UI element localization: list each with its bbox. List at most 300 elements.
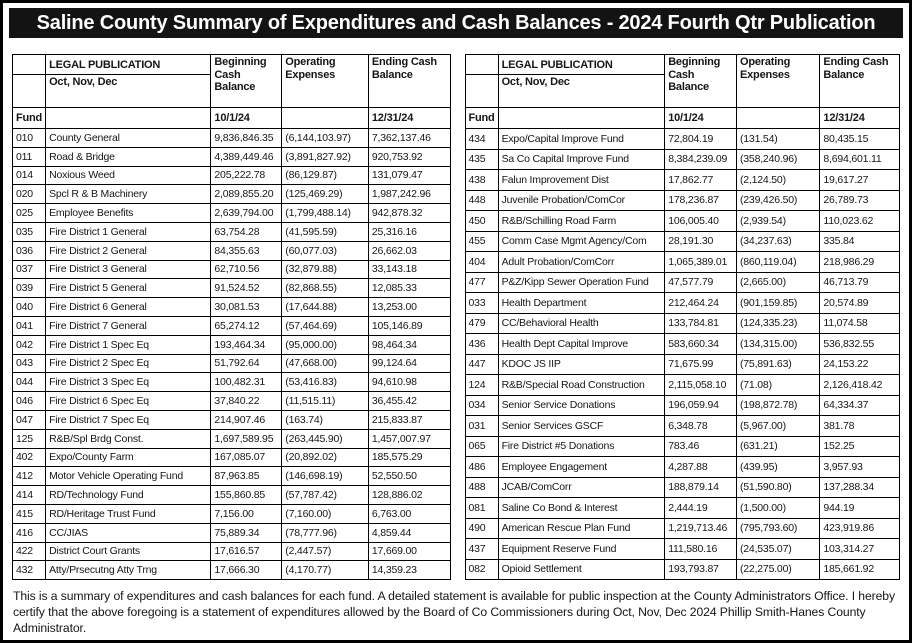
fund-name-cell: Fire District 6 General <box>46 298 211 317</box>
operating-expenses-cell: (198,872.78) <box>737 395 820 416</box>
beginning-balance-cell: 167,085.07 <box>211 448 282 467</box>
beginning-balance-cell: 51,792.64 <box>211 354 282 373</box>
ending-balance-cell: 128,886.02 <box>368 486 450 505</box>
fund-code-cell: 036 <box>13 241 46 260</box>
operating-expenses-cell: (20,892.02) <box>282 448 369 467</box>
beginning-balance-cell: 1,065,389.01 <box>665 252 737 273</box>
beginning-balance-cell: 17,666.30 <box>211 561 282 580</box>
table-row <box>13 335 451 354</box>
empty-cell <box>282 108 369 129</box>
table-row <box>13 354 451 373</box>
fund-code-cell: 412 <box>13 467 46 486</box>
table-row <box>13 373 451 392</box>
table-row <box>465 231 900 252</box>
beginning-balance-cell: 583,660.34 <box>665 334 737 355</box>
fund-code-cell: 033 <box>465 293 498 314</box>
fund-code-cell: 046 <box>13 392 46 411</box>
col-header-legal-publication: LEGAL PUBLICATION <box>498 55 665 75</box>
fund-name-cell: R&B/Schilling Road Farm <box>498 211 665 232</box>
table-row <box>465 129 900 150</box>
fund-rows-left <box>13 129 451 580</box>
operating-expenses-cell: (6,144,103.97) <box>282 129 369 148</box>
operating-expenses-cell: (795,793.60) <box>737 518 820 539</box>
fund-name-cell: Sa Co Capital Improve Fund <box>498 149 665 170</box>
beginning-balance-cell: 106,005.40 <box>665 211 737 232</box>
table-row <box>13 185 451 204</box>
beginning-balance-cell: 30,081.53 <box>211 298 282 317</box>
operating-expenses-cell: (2,939.54) <box>737 211 820 232</box>
beginning-balance-cell: 2,444.19 <box>665 498 737 519</box>
fund-code-cell: 043 <box>13 354 46 373</box>
fund-code-cell: 041 <box>13 316 46 335</box>
ending-balance-cell: 20,574.89 <box>820 293 900 314</box>
fund-code-cell: 082 <box>465 559 498 580</box>
fund-name-cell: R&B/Special Road Construction <box>498 375 665 396</box>
ending-balance-cell: 1,987,242.96 <box>368 185 450 204</box>
ending-balance-cell: 3,957.93 <box>820 457 900 478</box>
table-row <box>465 559 900 580</box>
certification-text: This is a summary of expenditures and cash balances for each fund. A detailed statement is available for public inspection at the County Administrators Office. I hereby certify that the above foregoing is a statement of expenditures allowed by the Board of Co Commissioners during Oct, Nov, Dec 2024 Phillip Smith-Hanes County Administrator. <box>13 589 895 636</box>
table-row <box>13 410 451 429</box>
title-banner <box>9 8 903 38</box>
table-row <box>465 334 900 355</box>
fund-name-cell: Fire District 1 Spec Eq <box>46 335 211 354</box>
beginning-balance-cell: 133,784.81 <box>665 313 737 334</box>
fund-code-cell: 044 <box>13 373 46 392</box>
beginning-balance-cell: 17,616.57 <box>211 542 282 561</box>
beginning-balance-cell: 4,287.88 <box>665 457 737 478</box>
fund-name-cell: R&B/Spl Brdg Const. <box>46 429 211 448</box>
table-row <box>465 211 900 232</box>
ending-balance-cell: 423,919.86 <box>820 518 900 539</box>
fund-code-cell: 039 <box>13 279 46 298</box>
operating-expenses-cell: (263,445.90) <box>282 429 369 448</box>
ending-balance-cell: 24,153.22 <box>820 354 900 375</box>
beginning-balance-cell: 193,793.87 <box>665 559 737 580</box>
operating-expenses-cell: (53,416.83) <box>282 373 369 392</box>
fund-name-cell: Fire District 5 General <box>46 279 211 298</box>
table-row <box>465 477 900 498</box>
fund-code-cell: 422 <box>13 542 46 561</box>
operating-expenses-cell: (5,967.00) <box>737 416 820 437</box>
col-header-beginning-cash-balance: Beginning Cash Balance <box>211 55 282 108</box>
fund-code-cell: 065 <box>465 436 498 457</box>
fund-code-cell: 414 <box>13 486 46 505</box>
fund-name-cell: Employee Engagement <box>498 457 665 478</box>
ending-balance-cell: 26,789.73 <box>820 190 900 211</box>
col-header-legal-publication: LEGAL PUBLICATION <box>46 55 211 75</box>
table-row <box>13 279 451 298</box>
beginning-balance-cell: 188,879.14 <box>665 477 737 498</box>
operating-expenses-cell: (2,124.50) <box>737 170 820 191</box>
operating-expenses-cell: (2,447.57) <box>282 542 369 561</box>
fund-name-cell: Comm Case Mgmt Agency/Com <box>498 231 665 252</box>
fund-name-cell: Noxious Weed <box>46 166 211 185</box>
fund-code-cell: 450 <box>465 211 498 232</box>
ending-balance-cell: 13,253.00 <box>368 298 450 317</box>
operating-expenses-cell: (51,590.80) <box>737 477 820 498</box>
operating-expenses-cell: (82,868.55) <box>282 279 369 298</box>
fund-name-cell: Fire District 3 General <box>46 260 211 279</box>
operating-expenses-cell: (41,595.59) <box>282 222 369 241</box>
ending-balance-cell: 7,362,137.46 <box>368 129 450 148</box>
beginning-date: 10/1/24 <box>211 108 282 129</box>
beginning-balance-cell: 2,089,855.20 <box>211 185 282 204</box>
fund-col-spacer <box>13 55 46 75</box>
beginning-balance-cell: 2,115,058.10 <box>665 375 737 396</box>
col-header-period: Oct, Nov, Dec <box>498 75 665 108</box>
ending-balance-cell: 920,753.92 <box>368 147 450 166</box>
fund-code-cell: 477 <box>465 272 498 293</box>
ending-balance-cell: 99,124.64 <box>368 354 450 373</box>
table-row <box>13 241 451 260</box>
fund-date-row <box>13 108 451 129</box>
ending-balance-cell: 152.25 <box>820 436 900 457</box>
beginning-balance-cell: 783.46 <box>665 436 737 457</box>
fund-name-cell: CC/JIAS <box>46 523 211 542</box>
ending-balance-cell: 185,661.92 <box>820 559 900 580</box>
fund-name-cell: Juvenile Probation/ComCor <box>498 190 665 211</box>
fund-code-cell: 011 <box>13 147 46 166</box>
fund-code-cell: 416 <box>13 523 46 542</box>
col-header-operating-expenses: Operating Expenses <box>737 55 820 108</box>
ending-balance-cell: 94,610.98 <box>368 373 450 392</box>
ending-balance-cell: 381.78 <box>820 416 900 437</box>
fund-name-cell: Atty/Prsecutng Atty Trng <box>46 561 211 580</box>
beginning-balance-cell: 214,907.46 <box>211 410 282 429</box>
beginning-balance-cell: 37,840.22 <box>211 392 282 411</box>
fund-name-cell: JCAB/ComCorr <box>498 477 665 498</box>
fund-code-cell: 415 <box>13 504 46 523</box>
fund-code-cell: 490 <box>465 518 498 539</box>
fund-name-cell: Fire District 1 General <box>46 222 211 241</box>
operating-expenses-cell: (124,335.23) <box>737 313 820 334</box>
operating-expenses-cell: (47,668.00) <box>282 354 369 373</box>
fund-code-cell: 124 <box>465 375 498 396</box>
fund-name-cell: Employee Benefits <box>46 204 211 223</box>
table-row <box>465 375 900 396</box>
ending-balance-cell: 335.84 <box>820 231 900 252</box>
ending-balance-cell: 12,085.33 <box>368 279 450 298</box>
fund-name-cell: RD/Technology Fund <box>46 486 211 505</box>
fund-name-cell: Road & Bridge <box>46 147 211 166</box>
beginning-balance-cell: 71,675.99 <box>665 354 737 375</box>
beginning-balance-cell: 100,482.31 <box>211 373 282 392</box>
ending-balance-cell: 131,079.47 <box>368 166 450 185</box>
table-row <box>13 166 451 185</box>
ending-balance-cell: 103,314.27 <box>820 539 900 560</box>
fund-code-cell: 434 <box>465 129 498 150</box>
empty-cell <box>737 108 820 129</box>
fund-code-cell: 047 <box>13 410 46 429</box>
ending-balance-cell: 17,669.00 <box>368 542 450 561</box>
fund-name-cell: KDOC JS IIP <box>498 354 665 375</box>
page-title: Saline County Summary of Expenditures and Cash Balances - 2024 Fourth Qtr Publication <box>36 11 876 34</box>
table-row <box>465 539 900 560</box>
header-row <box>465 55 900 75</box>
fund-code-cell: 486 <box>465 457 498 478</box>
fund-code-cell: 436 <box>465 334 498 355</box>
table-row <box>13 129 451 148</box>
fund-code-cell: 025 <box>13 204 46 223</box>
fund-code-cell: 479 <box>465 313 498 334</box>
fund-name-cell: Health Dept Capital Improve <box>498 334 665 355</box>
table-row <box>465 416 900 437</box>
fund-name-cell: Falun Improvement Dist <box>498 170 665 191</box>
operating-expenses-cell: (3,891,827.92) <box>282 147 369 166</box>
table-row <box>465 457 900 478</box>
table-row <box>465 436 900 457</box>
operating-expenses-cell: (60,077.03) <box>282 241 369 260</box>
beginning-balance-cell: 2,639,794.00 <box>211 204 282 223</box>
fund-name-cell: Expo/County Farm <box>46 448 211 467</box>
fund-code-cell: 020 <box>13 185 46 204</box>
beginning-balance-cell: 75,889.34 <box>211 523 282 542</box>
fund-table-left <box>12 54 451 580</box>
ending-balance-cell: 8,694,601.11 <box>820 149 900 170</box>
beginning-date: 10/1/24 <box>665 108 737 129</box>
fund-code-cell: 438 <box>465 170 498 191</box>
fund-code-cell: 402 <box>13 448 46 467</box>
fund-name-cell: Fire District 3 Spec Eq <box>46 373 211 392</box>
fund-label: Fund <box>13 108 46 129</box>
fund-name-cell: Senior Service Donations <box>498 395 665 416</box>
beginning-balance-cell: 196,059.94 <box>665 395 737 416</box>
col-header-beginning-cash-balance: Beginning Cash Balance <box>665 55 737 108</box>
operating-expenses-cell: (71.08) <box>737 375 820 396</box>
fund-code-cell: 488 <box>465 477 498 498</box>
operating-expenses-cell: (131.54) <box>737 129 820 150</box>
fund-name-cell: Fire District 7 General <box>46 316 211 335</box>
fund-code-cell: 081 <box>465 498 498 519</box>
fund-code-cell: 014 <box>13 166 46 185</box>
ending-balance-cell: 33,143.18 <box>368 260 450 279</box>
operating-expenses-cell: (34,237.63) <box>737 231 820 252</box>
beginning-balance-cell: 17,862.77 <box>665 170 737 191</box>
beginning-balance-cell: 28,191.30 <box>665 231 737 252</box>
ending-balance-cell: 98,464.34 <box>368 335 450 354</box>
ending-balance-cell: 536,832.55 <box>820 334 900 355</box>
table-row <box>465 272 900 293</box>
table-row <box>465 498 900 519</box>
ending-balance-cell: 25,316.16 <box>368 222 450 241</box>
operating-expenses-cell: (75,891.63) <box>737 354 820 375</box>
fund-name-cell: Health Department <box>498 293 665 314</box>
table-row <box>13 392 451 411</box>
empty-cell <box>46 108 211 129</box>
fund-code-cell: 404 <box>465 252 498 273</box>
operating-expenses-cell: (7,160.00) <box>282 504 369 523</box>
operating-expenses-cell: (86,129.87) <box>282 166 369 185</box>
operating-expenses-cell: (57,787.42) <box>282 486 369 505</box>
table-row <box>13 222 451 241</box>
ending-balance-cell: 6,763.00 <box>368 504 450 523</box>
ending-balance-cell: 1,457,007.97 <box>368 429 450 448</box>
empty-cell <box>498 108 665 129</box>
fund-code-cell: 031 <box>465 416 498 437</box>
fund-code-cell: 455 <box>465 231 498 252</box>
fund-col-spacer <box>13 75 46 108</box>
table-row <box>13 486 451 505</box>
ending-balance-cell: 80,435.15 <box>820 129 900 150</box>
ending-balance-cell: 105,146.89 <box>368 316 450 335</box>
operating-expenses-cell: (901,159.85) <box>737 293 820 314</box>
fund-code-cell: 034 <box>465 395 498 416</box>
fund-code-cell: 437 <box>465 539 498 560</box>
operating-expenses-cell: (358,240.96) <box>737 149 820 170</box>
fund-name-cell: Equipment Reserve Fund <box>498 539 665 560</box>
operating-expenses-cell: (22,275.00) <box>737 559 820 580</box>
table-row <box>13 429 451 448</box>
beginning-balance-cell: 155,860.85 <box>211 486 282 505</box>
tables-container <box>12 54 900 580</box>
table-row <box>465 190 900 211</box>
fund-name-cell: Adult Probation/ComCorr <box>498 252 665 273</box>
beginning-balance-cell: 1,697,589.95 <box>211 429 282 448</box>
fund-name-cell: County General <box>46 129 211 148</box>
ending-balance-cell: 185,575.29 <box>368 448 450 467</box>
operating-expenses-cell: (631.21) <box>737 436 820 457</box>
table-row <box>13 467 451 486</box>
table-row <box>465 354 900 375</box>
table-row <box>465 149 900 170</box>
ending-date: 12/31/24 <box>820 108 900 129</box>
beginning-balance-cell: 1,219,713.46 <box>665 518 737 539</box>
fund-name-cell: Fire District 2 Spec Eq <box>46 354 211 373</box>
fund-name-cell: Fire District #5 Donations <box>498 436 665 457</box>
beginning-balance-cell: 91,524.52 <box>211 279 282 298</box>
ending-balance-cell: 26,662.03 <box>368 241 450 260</box>
fund-name-cell: Motor Vehicle Operating Fund <box>46 467 211 486</box>
fund-name-cell: American Rescue Plan Fund <box>498 518 665 539</box>
table-row <box>13 316 451 335</box>
ending-balance-cell: 942,878.32 <box>368 204 450 223</box>
table-row <box>465 395 900 416</box>
table-row <box>13 561 451 580</box>
fund-name-cell: Fire District 6 Spec Eq <box>46 392 211 411</box>
operating-expenses-cell: (439.95) <box>737 457 820 478</box>
table-row <box>13 542 451 561</box>
operating-expenses-cell: (95,000.00) <box>282 335 369 354</box>
fund-code-cell: 448 <box>465 190 498 211</box>
ending-balance-cell: 36,455.42 <box>368 392 450 411</box>
fund-name-cell: RD/Heritage Trust Fund <box>46 504 211 523</box>
fund-table-right <box>465 54 901 580</box>
fund-col-spacer <box>465 75 498 108</box>
fund-name-cell: Fire District 7 Spec Eq <box>46 410 211 429</box>
table-row <box>13 260 451 279</box>
operating-expenses-cell: (146,698.19) <box>282 467 369 486</box>
table-row <box>465 252 900 273</box>
table-row <box>465 313 900 334</box>
ending-date: 12/31/24 <box>368 108 450 129</box>
fund-code-cell: 037 <box>13 260 46 279</box>
beginning-balance-cell: 205,222.78 <box>211 166 282 185</box>
fund-code-cell: 125 <box>13 429 46 448</box>
beginning-balance-cell: 63,754.28 <box>211 222 282 241</box>
beginning-balance-cell: 8,384,239.09 <box>665 149 737 170</box>
fund-name-cell: CC/Behavioral Health <box>498 313 665 334</box>
operating-expenses-cell: (163.74) <box>282 410 369 429</box>
beginning-balance-cell: 9,836,846.35 <box>211 129 282 148</box>
beginning-balance-cell: 212,464.24 <box>665 293 737 314</box>
fund-name-cell: P&Z/Kipp Sewer Operation Fund <box>498 272 665 293</box>
operating-expenses-cell: (1,799,488.14) <box>282 204 369 223</box>
operating-expenses-cell: (1,500.00) <box>737 498 820 519</box>
fund-rows-right <box>465 129 900 580</box>
fund-code-cell: 447 <box>465 354 498 375</box>
header-row <box>13 55 451 75</box>
col-header-operating-expenses: Operating Expenses <box>282 55 369 108</box>
beginning-balance-cell: 193,464.34 <box>211 335 282 354</box>
ending-balance-cell: 52,550.50 <box>368 467 450 486</box>
operating-expenses-cell: (78,777.96) <box>282 523 369 542</box>
ending-balance-cell: 4,859.44 <box>368 523 450 542</box>
ending-balance-cell: 46,713.79 <box>820 272 900 293</box>
col-header-period: Oct, Nov, Dec <box>46 75 211 108</box>
table-row <box>13 448 451 467</box>
ending-balance-cell: 944.19 <box>820 498 900 519</box>
fund-code-cell: 040 <box>13 298 46 317</box>
operating-expenses-cell: (2,665.00) <box>737 272 820 293</box>
table-row <box>465 293 900 314</box>
ending-balance-cell: 137,288.34 <box>820 477 900 498</box>
ending-balance-cell: 64,334.37 <box>820 395 900 416</box>
operating-expenses-cell: (125,469.29) <box>282 185 369 204</box>
fund-name-cell: Fire District 2 General <box>46 241 211 260</box>
fund-name-cell: Opioid Settlement <box>498 559 665 580</box>
fund-name-cell: District Court Grants <box>46 542 211 561</box>
table-row <box>13 298 451 317</box>
operating-expenses-cell: (24,535.07) <box>737 539 820 560</box>
fund-code-cell: 432 <box>13 561 46 580</box>
beginning-balance-cell: 62,710.56 <box>211 260 282 279</box>
col-header-ending-cash-balance: Ending Cash Balance <box>820 55 900 108</box>
fund-name-cell: Saline Co Bond & Interest <box>498 498 665 519</box>
beginning-balance-cell: 87,963.85 <box>211 467 282 486</box>
table-row <box>13 147 451 166</box>
operating-expenses-cell: (134,315.00) <box>737 334 820 355</box>
fund-name-cell: Senior Services GSCF <box>498 416 665 437</box>
ending-balance-cell: 110,023.62 <box>820 211 900 232</box>
table-row <box>13 504 451 523</box>
fund-name-cell: Expo/Capital Improve Fund <box>498 129 665 150</box>
operating-expenses-cell: (860,119.04) <box>737 252 820 273</box>
beginning-balance-cell: 65,274.12 <box>211 316 282 335</box>
fund-date-row <box>465 108 900 129</box>
operating-expenses-cell: (4,170.77) <box>282 561 369 580</box>
table-row <box>465 170 900 191</box>
beginning-balance-cell: 111,580.16 <box>665 539 737 560</box>
ending-balance-cell: 14,359.23 <box>368 561 450 580</box>
operating-expenses-cell: (11,515.11) <box>282 392 369 411</box>
ending-balance-cell: 218,986.29 <box>820 252 900 273</box>
beginning-balance-cell: 6,348.78 <box>665 416 737 437</box>
operating-expenses-cell: (239,426.50) <box>737 190 820 211</box>
beginning-balance-cell: 4,389,449.46 <box>211 147 282 166</box>
beginning-balance-cell: 47,577.79 <box>665 272 737 293</box>
beginning-balance-cell: 84,355.63 <box>211 241 282 260</box>
table-row <box>13 523 451 542</box>
table-row <box>13 204 451 223</box>
fund-code-cell: 035 <box>13 222 46 241</box>
fund-code-cell: 010 <box>13 129 46 148</box>
ending-balance-cell: 2,126,418.42 <box>820 375 900 396</box>
beginning-balance-cell: 178,236.87 <box>665 190 737 211</box>
ending-balance-cell: 11,074.58 <box>820 313 900 334</box>
operating-expenses-cell: (32,879.88) <box>282 260 369 279</box>
ending-balance-cell: 19,617.27 <box>820 170 900 191</box>
